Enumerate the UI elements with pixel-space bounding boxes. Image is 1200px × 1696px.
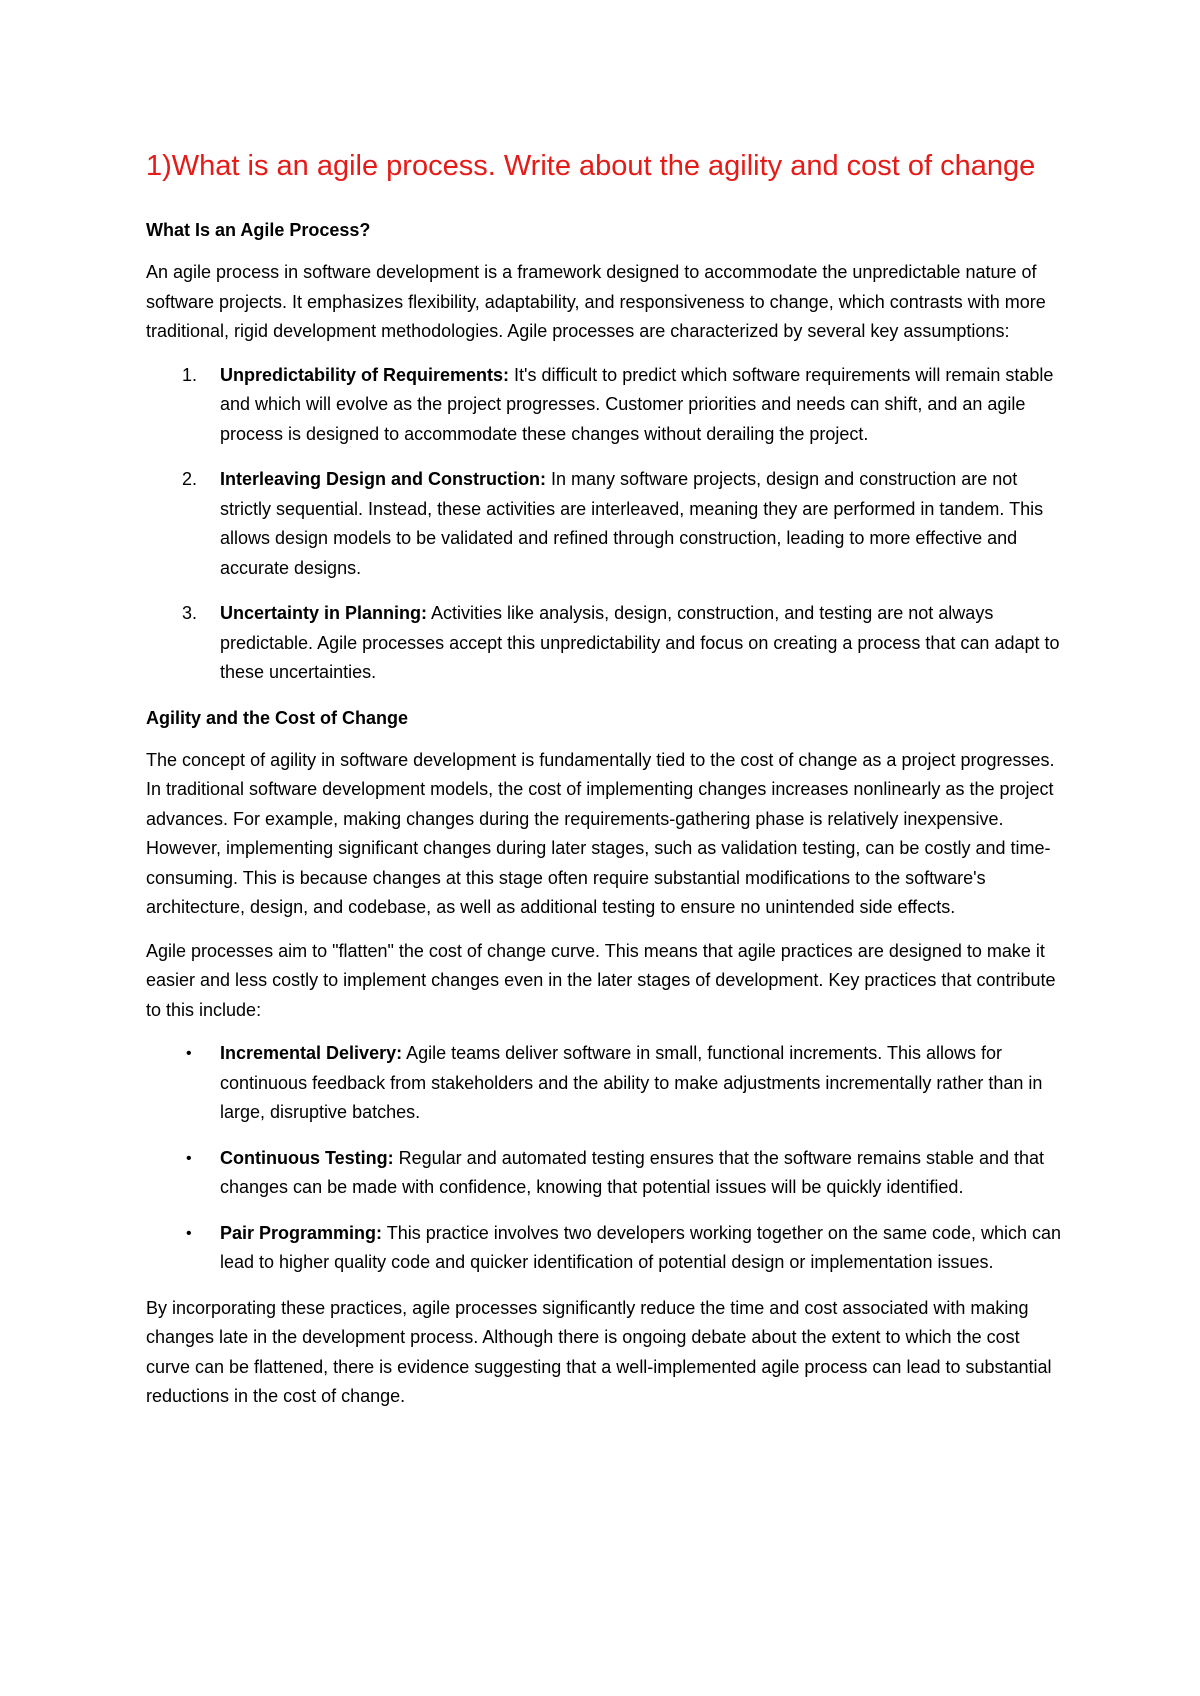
- list-item-text: Regular and automated testing ensures that the software remains stable and that changes can be made with confidence, knowing that potential issues will be quickly identified.: [220, 1147, 1045, 1197]
- intro-paragraph: An agile process in software development is a framework designed to accommodate the unpredictable nature of software projects. It emphasizes flexibility, adaptability, and responsiveness to change, which contrasts with more traditional, rigid development methodologies. Agile processes are characterized by several key assumptions:: [146, 262, 1046, 341]
- list-number: 3.: [182, 603, 198, 623]
- bullet-icon: •: [186, 1224, 192, 1242]
- list-item-term: Uncertainty in Planning:: [220, 603, 428, 623]
- list-item: [146, 1039, 1065, 1128]
- list-item: [146, 465, 1065, 583]
- list-item-term: Unpredictability of Requirements:: [220, 364, 510, 385]
- list-item-term: Continuous Testing:: [220, 1147, 394, 1168]
- conclusion-paragraph: By incorporating these practices, agile processes significantly reduce the time and cost associated with making changes late in the development process. Although there is ongoing debate about the extent to which the cost curve can be flattened, there is evidence suggesting that a well-implemented agile process can lead to substantial reductions in the cost of change.: [146, 1297, 1052, 1406]
- flatten-paragraph: Agile processes aim to "flatten" the cost of change curve. This means that agile practices are designed to make it easier and less costly to implement changes even in the later stages of development. Key practices that contribute to this include:: [146, 940, 1056, 1020]
- document-title: 1)What is an agile process. Write about the agility and cost of change: [146, 150, 1036, 182]
- bullet-icon: •: [186, 1045, 192, 1062]
- list-number: 1.: [182, 364, 198, 385]
- bullet-icon: •: [186, 1149, 192, 1167]
- list-item: [146, 1144, 1065, 1203]
- list-item-term: Pair Programming:: [220, 1222, 383, 1243]
- list-item: [146, 1219, 1065, 1278]
- list-item-text: This practice involves two developers working together on the same code, which can lead to higher quality code and quicker identification of potential design or implementation issues.: [220, 1222, 1062, 1272]
- list-item-text: Activities like analysis, design, construction, and testing are not always predictable. Agile processes accept this unpredictability and focus on creating a process that can adapt to these uncertainties.: [220, 603, 1060, 682]
- list-item-term: Incremental Delivery:: [220, 1043, 403, 1063]
- list-item-text: In many software projects, design and construction are not strictly sequential. Instead, these activities are interleaved, meaning they are performed in tandem. This allows design models to be validated and refined through construction, leading to more effective and accurate designs.: [220, 469, 1044, 578]
- list-item: [146, 361, 1065, 450]
- assumptions-list: [146, 361, 1065, 688]
- cost-paragraph: The concept of agility in software development is fundamentally tied to the cost of change as a project progresses. In traditional software development models, the cost of implementing changes increases nonlinearly as the project advances. For example, making changes during the requirements-gathering phase is relatively inexpensive. However, implementing significant changes during later stages, such as validation testing, can be costly and time-consuming. This is because changes at this stage often require substantial modifications to the software's architecture, design, and codebase, as well as additional testing to ensure no unintended side effects.: [146, 749, 1055, 917]
- list-item: [146, 599, 1065, 688]
- list-item-term: Interleaving Design and Construction:: [220, 469, 547, 489]
- list-item-text: Agile teams deliver software in small, functional increments. This allows for continuous feedback from stakeholders and the ability to make adjustments incrementally rather than in large, disruptive batches.: [220, 1043, 1043, 1122]
- section-heading-agile-process: What Is an Agile Process?: [146, 220, 371, 240]
- section-heading-cost-of-change: Agility and the Cost of Change: [146, 707, 409, 728]
- list-item-text: It's difficult to predict which software requirements will remain stable and which will evolve as the project progresses. Customer priorities and needs can shift, and an agile process is designed to accommodate these changes without derailing the project.: [220, 364, 1054, 444]
- practices-list: [146, 1039, 1065, 1278]
- list-number: 2.: [182, 469, 198, 489]
